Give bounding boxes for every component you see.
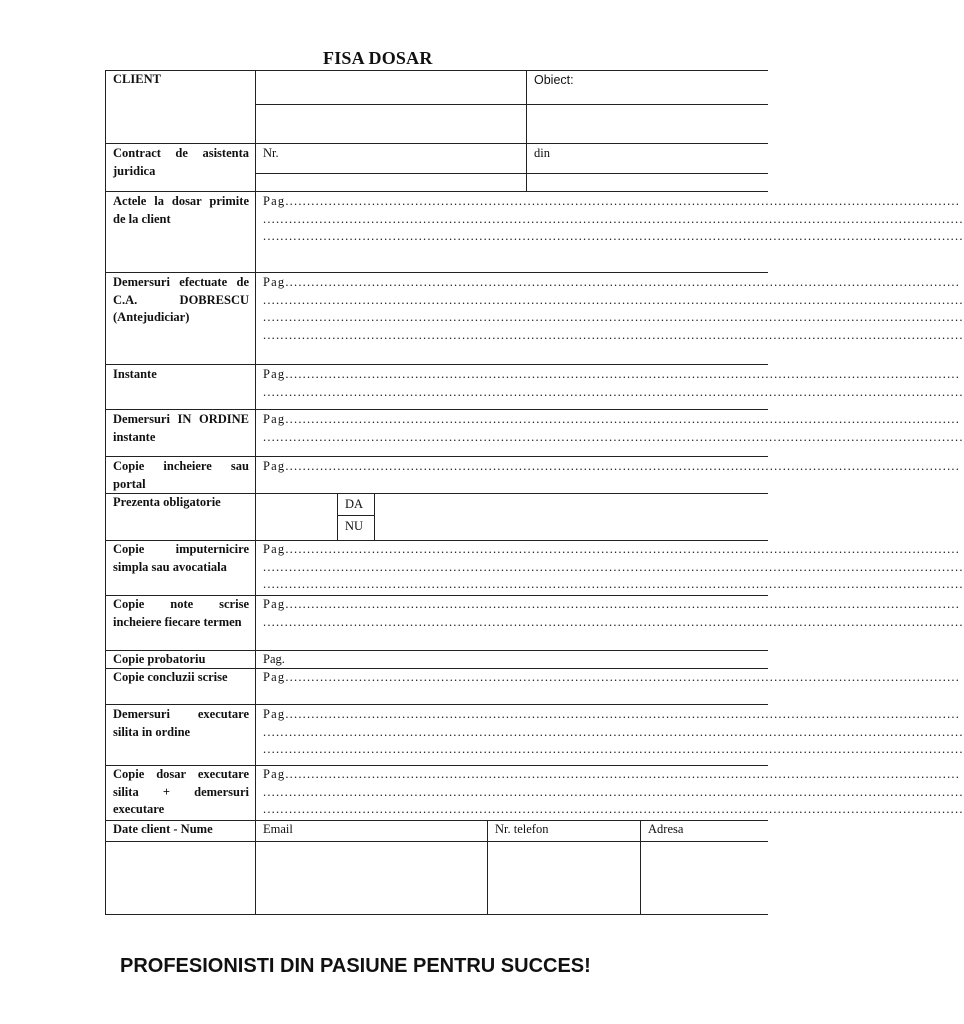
copie-incheiere-lines: Pag............................................................................................................................................................ [263, 459, 961, 473]
label-note-scrise: Copie note scrise incheiere fiecare termen [113, 597, 249, 629]
contract-nr-label: Nr. [263, 146, 279, 160]
pag-label: Pag [263, 367, 286, 381]
pag-label: Pag [263, 767, 286, 781]
page-title: FISA DOSAR [323, 48, 433, 68]
label-concluzii: Copie concluzii scrise [113, 670, 228, 684]
dosar-executare-lines: Pag............................................................................................................................................................ .................................................................................................................................................................. .................................................................................................................................................................. [263, 767, 964, 816]
obiect-label: Obiect: [534, 73, 574, 87]
label-prezenta: Prezenta obligatorie [113, 495, 221, 509]
contract-din-label: din [534, 146, 550, 160]
demersuri-ante-lines: Pag............................................................................................................................................................ .................................................................................................................................................................. .................................................................................................................................................................. .................................................................................................................................................................. [263, 275, 964, 342]
label-instante: Instante [113, 367, 157, 381]
pag-label: Pag [263, 275, 286, 289]
case-sheet-table [105, 70, 964, 915]
pag-label: Pag [263, 670, 286, 684]
instante-lines: Pag............................................................................................................................................................ .................................................................................................................................................................. [263, 367, 964, 399]
actele-lines: Pag............................................................................................................................................................ .................................................................................................................................................................. .................................................................................................................................................................. [263, 194, 964, 243]
imputernicire-lines: Pag............................................................................................................................................................ .................................................................................................................................................................. .................................................................................................................................................................. [263, 542, 964, 591]
footer-slogan: PROFESIONISTI DIN PASIUNE PENTRU SUCCES! [120, 955, 591, 977]
pag-label: Pag [263, 707, 286, 721]
label-contract: Contract de asistenta juridica [113, 146, 249, 178]
note-scrise-lines: Pag............................................................................................................................................................ .................................................................................................................................................................. [263, 597, 964, 629]
executare-lines: Pag............................................................................................................................................................ .................................................................................................................................................................. .................................................................................................................................................................. [263, 707, 964, 756]
label-copie-incheiere: Copie incheiere sau portal [113, 459, 249, 491]
pag-label: Pag [263, 542, 286, 556]
pag-label: Pag [263, 412, 286, 426]
label-probatoriu: Copie probatoriu [113, 652, 206, 666]
label-client: CLIENT [113, 72, 161, 86]
label-dosar-executare: Copie dosar executare silita + demersuri executare [113, 767, 249, 816]
telefon-header: Nr. telefon [495, 822, 549, 836]
email-header: Email [263, 822, 293, 836]
concluzii-lines: Pag............................................................................................................................................................ [263, 670, 961, 684]
demersuri-ordine-lines: Pag............................................................................................................................................................ .................................................................................................................................................................. [263, 412, 964, 444]
label-executare: Demersuri executare silita in ordine [113, 707, 249, 739]
label-demersuri-ordine: Demersuri IN ORDINE instante [113, 412, 249, 444]
adresa-header: Adresa [648, 822, 684, 836]
label-actele: Actele la dosar primite de la client [113, 194, 249, 226]
pag-label: Pag [263, 597, 286, 611]
label-demersuri-ante: Demersuri efectuate de C.A. DOBRESCU (Antejudiciar) [113, 275, 249, 324]
pag-label: Pag [263, 459, 286, 473]
option-nu[interactable]: NU [345, 519, 364, 533]
probatoriu-pag: Pag. [263, 652, 285, 666]
pag-label: Pag [263, 194, 286, 208]
option-da[interactable]: DA [345, 497, 364, 511]
label-imputernicire: Copie imputernicire simpla sau avocatiala [113, 542, 249, 574]
label-date-client: Date client - Nume [113, 822, 213, 836]
